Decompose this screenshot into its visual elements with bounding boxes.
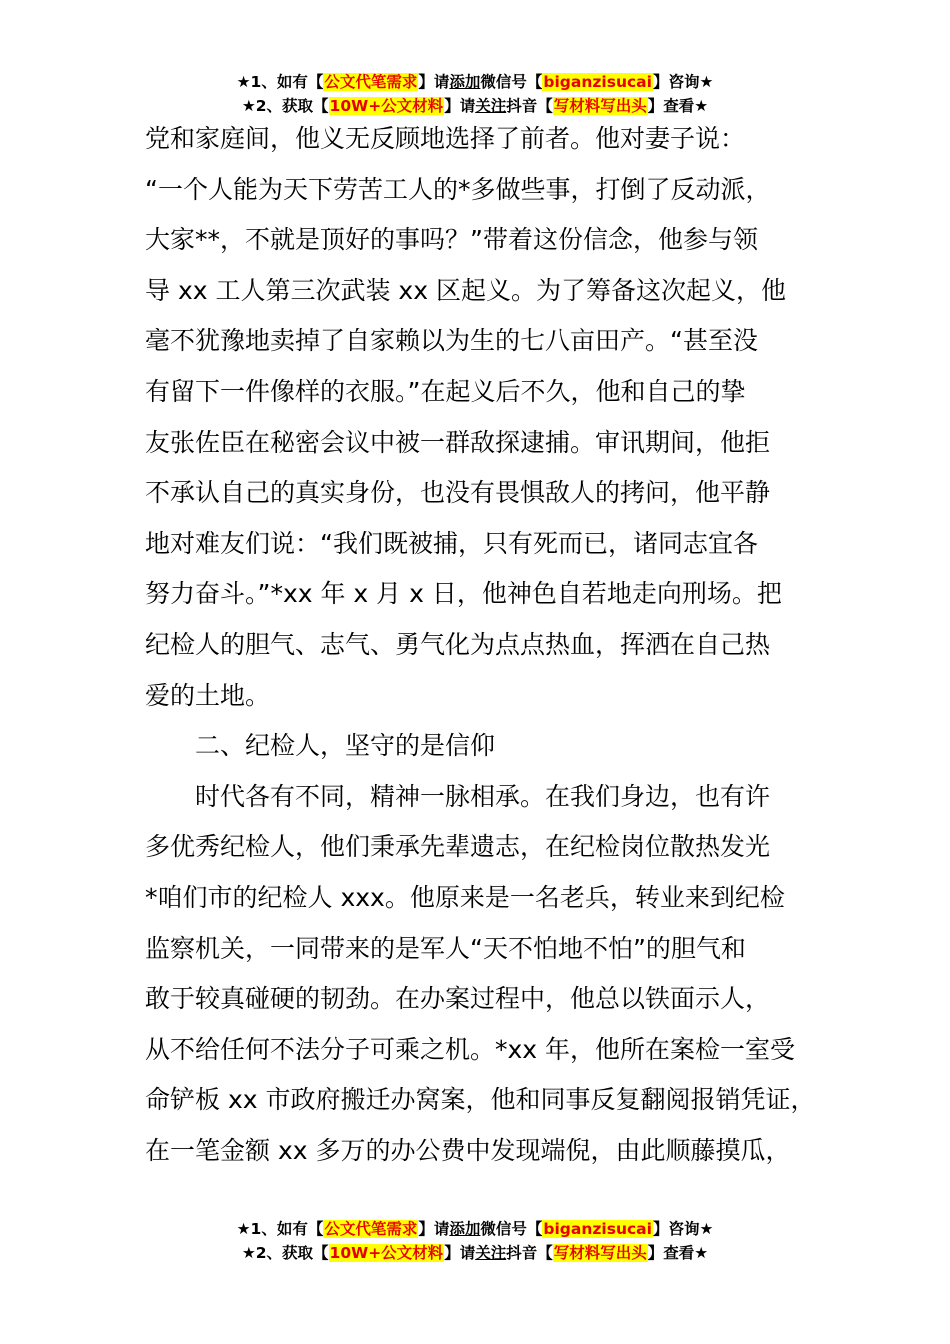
promo-text: ★1、如有【 — [236, 73, 324, 91]
body-line: 地对难友们说：“我们既被捕，只有死而已，诸同志宜各 — [145, 528, 758, 558]
promo-text: 】咨询★ — [652, 73, 714, 91]
promo-text: 】查看★ — [647, 97, 709, 115]
promo-text: 微信号【 — [480, 1220, 543, 1238]
promo-text: 】查看★ — [647, 1244, 709, 1262]
highlight-service: 公文代笔需求 — [324, 1220, 418, 1238]
promo-text: 】请 — [444, 97, 476, 115]
promo-text: 抖音【 — [506, 97, 553, 115]
promo-line-2 — [0, 1241, 950, 1265]
body-line: 从不给任何不法分子可乘之机。*xx 年，他所在案检一室受 — [145, 1034, 796, 1064]
underlined-word: 关注 — [475, 97, 507, 115]
body-line: 友张佐臣在秘密会议中被一群敌探逮捕。审讯期间，他拒 — [145, 427, 771, 457]
promo-text: ★1、如有【 — [236, 1220, 324, 1238]
body-line: 党和家庭间，他义无反顾地选择了前者。他对妻子说： — [145, 124, 746, 153]
highlight-wechat-id: biganzisucai — [543, 73, 652, 91]
body-line: 敢于较真碰硬的韧劲。在办案过程中，他总以铁面示人， — [145, 984, 771, 1014]
underlined-word: 添加 — [449, 73, 481, 91]
promo-text: 微信号【 — [480, 73, 543, 91]
body-line: 有留下一件像样的衣服。”在起义后不久，他和自己的挚 — [145, 376, 746, 406]
body-line: 大家**，不就是顶好的事吗？”带着这份信念，他参与领 — [145, 225, 758, 255]
section-heading: 二、纪检人，坚守的是信仰 — [195, 731, 496, 761]
promo-line-1 — [0, 1217, 950, 1241]
promo-text: 】请 — [444, 1244, 476, 1262]
body-line: 监察机关，一同带来的是军人“天不怕地不怕”的胆气和 — [145, 933, 746, 963]
promo-text: 】咨询★ — [652, 1220, 714, 1238]
body-line: 毫不犹豫地卖掉了自家赖以为生的七八亩田产。“甚至没 — [145, 326, 758, 356]
body-line: “一个人能为天下劳苦工人的*多做些事，打倒了反动派， — [145, 174, 771, 204]
highlight-wechat-id: biganzisucai — [543, 1220, 652, 1238]
header-promo-banner — [0, 70, 950, 118]
promo-text: ★2、获取【 — [241, 97, 329, 115]
body-line: 纪检人的胆气、志气、勇气化为点点热血，挥洒在自己热 — [145, 629, 771, 659]
highlight-materials: 10W+公文材料 — [329, 1244, 444, 1262]
highlight-douyin: 写材料写出头 — [553, 97, 647, 115]
document-body — [145, 114, 835, 1176]
body-line: 导 xx 工人第三次武装 xx 区起义。为了筹备这次起义，他 — [145, 275, 786, 305]
paragraph-first-line: 时代各有不同，精神一脉相承。在我们身边，也有许 — [195, 781, 771, 811]
body-line: 命铲板 xx 市政府搬迁办窝案，他和同事反复翻阅报销凭证， — [145, 1085, 816, 1115]
body-line: 多优秀纪检人，他们秉承先辈遗志，在纪检岗位散热发光 — [145, 832, 771, 862]
footer-promo-banner — [0, 1217, 950, 1265]
body-line: 爱的土地。 — [145, 680, 271, 710]
underlined-word: 添加 — [449, 1220, 481, 1238]
highlight-service: 公文代笔需求 — [324, 73, 418, 91]
body-line: *咱们市的纪检人 xxx。他原来是一名老兵，转业来到纪检 — [145, 882, 785, 912]
promo-text: 】请 — [418, 73, 450, 91]
highlight-douyin: 写材料写出头 — [553, 1244, 647, 1262]
promo-text: 】请 — [418, 1220, 450, 1238]
body-line: 在一笔金额 xx 多万的办公费中发现端倪，由此顺藤摸瓜， — [145, 1135, 791, 1165]
body-line: 努力奋斗。”*xx 年 x 月 x 日，他神色自若地走向刑场。把 — [145, 579, 782, 609]
promo-line-1 — [0, 70, 950, 94]
promo-text: ★2、获取【 — [241, 1244, 329, 1262]
highlight-materials: 10W+公文材料 — [329, 97, 444, 115]
body-line: 不承认自己的真实身份，也没有畏惧敌人的拷问，他平静 — [145, 478, 771, 508]
underlined-word: 关注 — [475, 1244, 507, 1262]
promo-text: 抖音【 — [506, 1244, 553, 1262]
